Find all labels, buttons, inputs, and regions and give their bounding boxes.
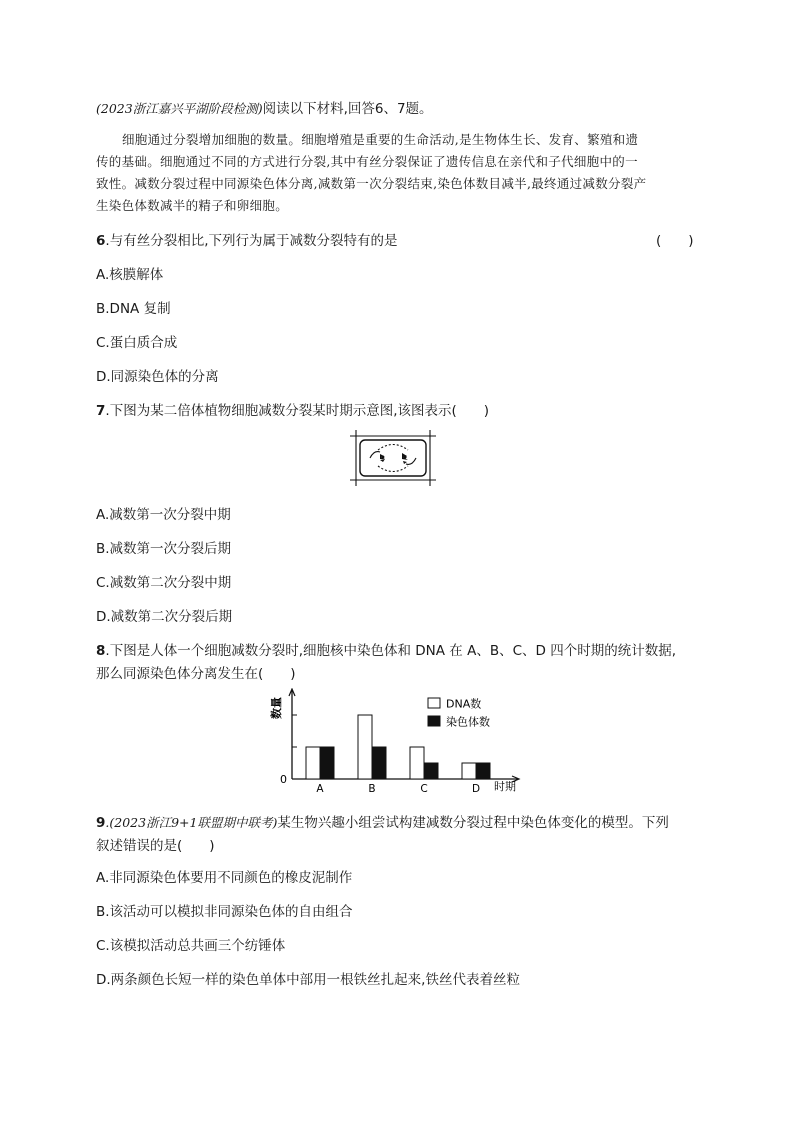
bar-C-series-1: [410, 747, 424, 779]
q7-option-b[interactable]: B.减数第一次分裂后期: [96, 541, 232, 557]
category-label: A: [316, 783, 324, 795]
legend-swatch: [428, 716, 440, 726]
q8-number: 8: [96, 643, 106, 659]
q7-number: 7: [96, 403, 106, 419]
passage-line-3: 致性。减数分裂过程中同源染色体分离,减数第一次分裂结束,染色体数目减半,最终通过减数分裂产: [96, 176, 647, 191]
legend-label: DNA数: [446, 697, 482, 711]
legend-swatch: [428, 698, 440, 708]
q6-option-d[interactable]: D.同源染色体的分离: [96, 369, 219, 385]
q9-option-a[interactable]: A.非同源染色体要用不同颜色的橡皮泥制作: [96, 870, 353, 886]
q6-answer-blank: ( ): [656, 233, 694, 249]
bar-B-series-2: [372, 747, 386, 779]
category-label: B: [368, 783, 376, 795]
intro-line: [96, 97, 433, 117]
q9-option-c[interactable]: C.该模拟活动总共画三个纺锤体: [96, 938, 286, 954]
q6-number: 6: [96, 233, 106, 249]
q9-stem-line-1: [96, 811, 669, 831]
q7-option-a[interactable]: A.减数第一次分裂中期: [96, 507, 231, 523]
q8-stem-line-2: 那么同源染色体分离发生在( ): [96, 666, 296, 682]
intro-text: 阅读以下材料,回答6、7题。: [262, 101, 433, 117]
bar-D-series-2: [476, 763, 490, 779]
q7-stem-text: .下图为某二倍体植物细胞减数分裂某时期示意图,该图表示( ): [105, 403, 490, 419]
intro-source: (2023浙江嘉兴平湖阶段检测): [96, 101, 263, 116]
q6-stem-text: .与有丝分裂相比,下列行为属于减数分裂特有的是: [105, 233, 398, 249]
q9-number: 9: [96, 815, 106, 831]
q7-option-c[interactable]: C.减数第二次分裂中期: [96, 575, 232, 591]
x-axis-label: 时期: [494, 780, 516, 793]
passage-line-2: 传的基础。细胞通过不同的方式进行分裂,其中有丝分裂保证了遗传信息在亲代和子代细胞中的一: [96, 154, 638, 169]
q8-stem-text: .下图是人体一个细胞减数分裂时,细胞核中染色体和 DNA 在 A、B、C、D 四个时期的统计数据,: [105, 643, 676, 659]
passage-line-4: 生染色体数减半的精子和卵细胞。: [96, 198, 289, 213]
legend-label: 染色体数: [446, 715, 490, 729]
q6-option-a[interactable]: A.核膜解体: [96, 267, 164, 283]
category-label: C: [420, 783, 428, 795]
category-label: D: [471, 783, 481, 795]
bar-A-series-2: [320, 747, 334, 779]
q9-stem-line-2: 叙述错误的是( ): [96, 838, 215, 854]
bar-A-series-1: [306, 747, 320, 779]
bar-chart: [270, 688, 530, 798]
q7-option-d[interactable]: D.减数第二次分裂后期: [96, 609, 233, 625]
q6-stem: [96, 229, 398, 249]
origin-label: 0: [280, 773, 287, 786]
q9-option-b[interactable]: B.该活动可以模拟非同源染色体的自由组合: [96, 904, 353, 920]
y-axis-label: 数量: [270, 697, 283, 719]
bar-D-series-1: [462, 763, 476, 779]
q6-option-c[interactable]: C.蛋白质合成: [96, 335, 178, 351]
q9-option-d[interactable]: D.两条颜色长短一样的染色单体中部用一根铁丝扎起来,铁丝代表着丝粒: [96, 972, 520, 988]
cell-diagram: [350, 430, 436, 486]
passage-line-1: 细胞通过分裂增加细胞的数量。细胞增殖是重要的生命活动,是生物体生长、发育、繁殖和遗: [122, 132, 639, 147]
q8-stem-line-1: [96, 639, 676, 659]
q7-stem: [96, 399, 489, 419]
q9-stem-text: 某生物兴趣小组尝试构建减数分裂过程中染色体变化的模型。下列: [277, 815, 669, 831]
q9-source: .(2023浙江9+1联盟期中联考): [105, 815, 278, 830]
bar-C-series-2: [424, 763, 438, 779]
q6-option-b[interactable]: B.DNA 复制: [96, 301, 171, 317]
bar-B-series-1: [358, 715, 372, 779]
